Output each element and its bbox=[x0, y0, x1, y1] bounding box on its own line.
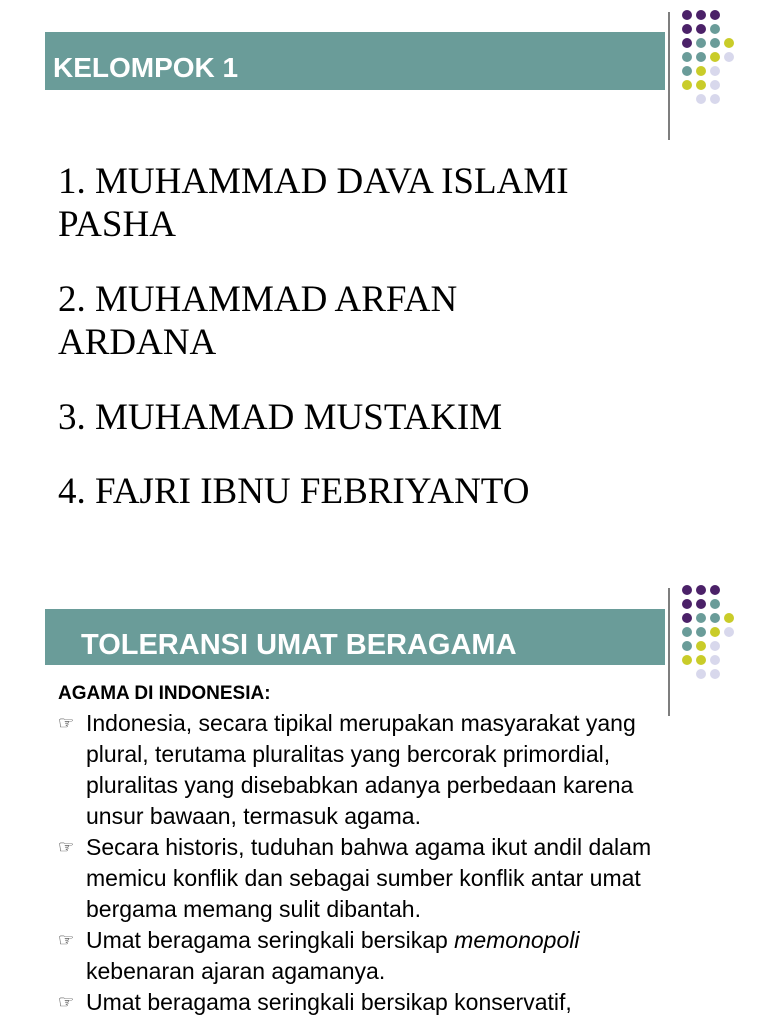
decorative-dot bbox=[696, 80, 706, 90]
section-subheading: AGAMA DI INDONESIA: bbox=[58, 683, 271, 704]
decorative-dot bbox=[710, 641, 720, 651]
member-list bbox=[58, 160, 698, 545]
decorative-dot bbox=[696, 641, 706, 651]
bullet-item bbox=[58, 832, 688, 925]
decorative-dot bbox=[682, 66, 692, 76]
bullet-item bbox=[58, 925, 688, 987]
member-name-line: 4. FAJRI IBNU FEBRIYANTO bbox=[58, 471, 530, 512]
decorative-dot bbox=[682, 655, 692, 665]
decorative-dot bbox=[710, 627, 720, 637]
bullet-text: Umat beragama seringkali bersikap bbox=[86, 927, 455, 953]
pointing-hand-icon: ☞ bbox=[58, 992, 75, 1012]
member-name-line: 3. MUHAMAD MUSTAKIM bbox=[58, 397, 503, 438]
bullet-text: Secara historis, tuduhan bahwa agama ikut andil dalam memicu konflik dan sebagai sumber konflik antar umat bergama memang sulit dibantah. bbox=[86, 834, 652, 922]
decorative-dot bbox=[710, 94, 720, 104]
decorative-dot bbox=[710, 655, 720, 665]
decorative-dot bbox=[696, 94, 706, 104]
decorative-dot bbox=[710, 52, 720, 62]
member-item bbox=[58, 470, 698, 513]
decorative-dot bbox=[724, 627, 734, 637]
member-name-line: ARDANA bbox=[58, 322, 217, 363]
pointing-hand-icon: ☞ bbox=[58, 837, 75, 857]
decorative-dot bbox=[710, 10, 720, 20]
bullet-item bbox=[58, 708, 688, 832]
decorative-dot bbox=[696, 38, 706, 48]
pointing-hand-icon: ☞ bbox=[58, 713, 75, 733]
decorative-dot bbox=[682, 10, 692, 20]
decorative-dot bbox=[696, 669, 706, 679]
slide-2 bbox=[0, 578, 768, 1024]
decorative-dot bbox=[710, 66, 720, 76]
decorative-dot bbox=[696, 52, 706, 62]
member-name-line: 2. MUHAMMAD ARFAN bbox=[58, 279, 458, 320]
bullet-text: Umat beragama seringkali bersikap konservatif, bbox=[86, 989, 572, 1015]
decorative-dot bbox=[682, 627, 692, 637]
slide-title: TOLERANSI UMAT BERAGAMA bbox=[45, 609, 665, 665]
decorative-dot bbox=[682, 613, 692, 623]
decorative-dot bbox=[682, 24, 692, 34]
decorative-dot bbox=[710, 613, 720, 623]
pointing-hand-icon: ☞ bbox=[58, 930, 75, 950]
decorative-dot bbox=[710, 38, 720, 48]
decorative-dot bbox=[710, 80, 720, 90]
decorative-dot bbox=[710, 585, 720, 595]
member-name-line: 1. MUHAMMAD DAVA ISLAMI bbox=[58, 161, 569, 202]
decorative-dot bbox=[696, 24, 706, 34]
bullet-emphasis: memonopoli bbox=[454, 927, 580, 953]
bullet-text: kebenaran ajaran agamanya. bbox=[86, 958, 386, 984]
bullet-item bbox=[58, 987, 688, 1018]
decorative-dot bbox=[696, 655, 706, 665]
decorative-dot bbox=[696, 10, 706, 20]
decorative-dot bbox=[696, 613, 706, 623]
decorative-dot bbox=[724, 38, 734, 48]
separator-line bbox=[668, 588, 670, 716]
decorative-dot bbox=[682, 52, 692, 62]
decorative-dot bbox=[682, 38, 692, 48]
member-item bbox=[58, 278, 698, 364]
bullet-text: Indonesia, secara tipikal merupakan masyarakat yang plural, terutama pluralitas yang bercorak primordial, pluralitas yang disebabkan adanya perbedaan karena unsur bawaan, termasuk agama. bbox=[86, 710, 636, 829]
decorative-dot bbox=[696, 585, 706, 595]
member-item bbox=[58, 396, 698, 439]
decorative-dot bbox=[710, 599, 720, 609]
decorative-dot bbox=[696, 627, 706, 637]
decorative-dot bbox=[682, 641, 692, 651]
slide-title: KELOMPOK 1 bbox=[45, 32, 665, 90]
decorative-dot bbox=[696, 66, 706, 76]
decorative-dot bbox=[696, 599, 706, 609]
decorative-dot bbox=[724, 52, 734, 62]
member-item bbox=[58, 160, 698, 246]
decorative-dot bbox=[682, 599, 692, 609]
decorative-dot bbox=[682, 585, 692, 595]
decorative-dot bbox=[710, 669, 720, 679]
decorative-dot bbox=[682, 80, 692, 90]
separator-line bbox=[668, 12, 670, 140]
decorative-dot bbox=[724, 613, 734, 623]
decorative-dot bbox=[710, 24, 720, 34]
member-name-line: PASHA bbox=[58, 204, 176, 245]
bullet-list bbox=[58, 708, 688, 1018]
